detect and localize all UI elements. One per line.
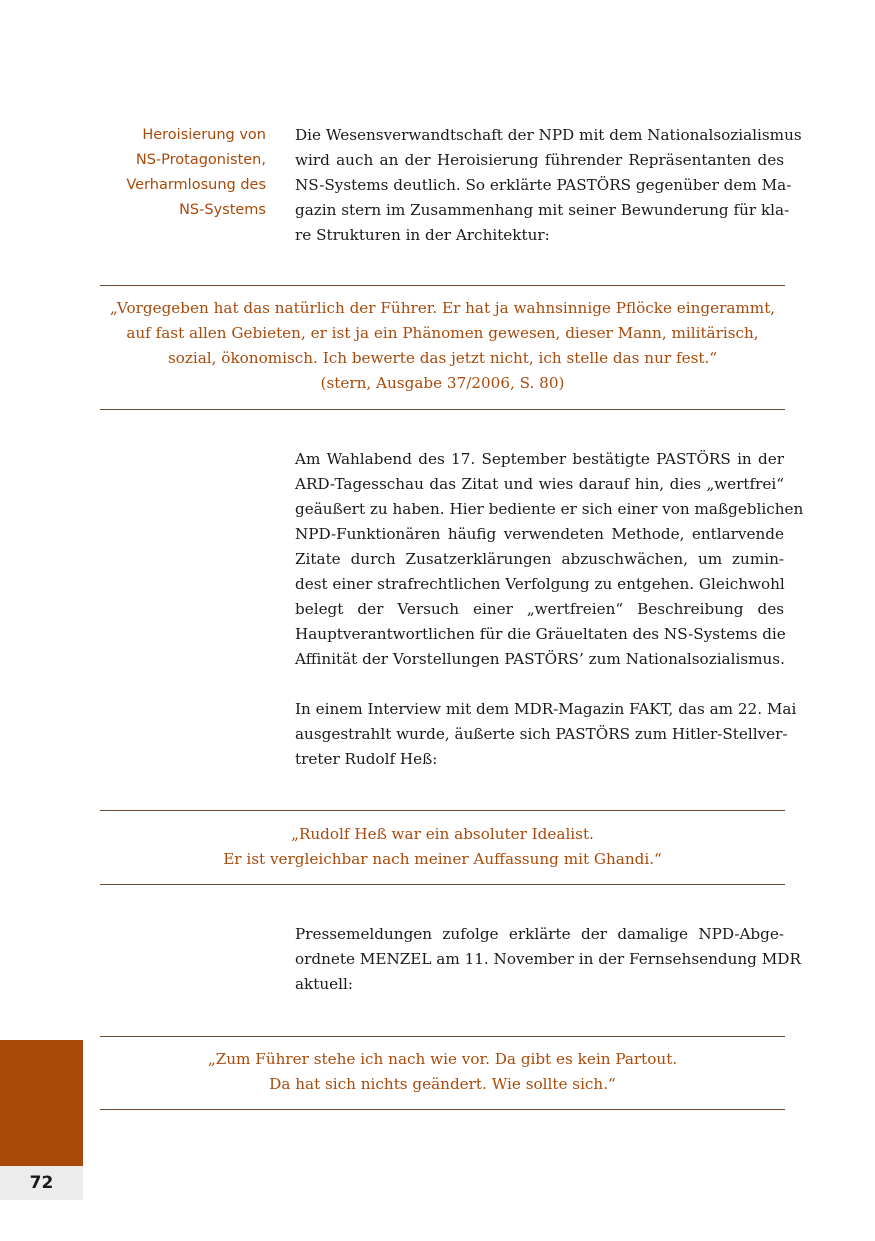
- text-line: Affinität der Vorstellungen PASTÖRS’ zum Nationalsozialismus.: [295, 650, 785, 668]
- text-line: ARD-Tagesschau das Zitat und wies darauf hin, dies „wertfrei“: [295, 475, 784, 493]
- text-line: Am Wahlabend des 17. September bestätigte PASTÖRS in der: [295, 450, 784, 468]
- text-line: NPD-Funktionären häufig verwendeten Methode, entlarvende: [295, 525, 784, 543]
- margin-note-line: NS-Systems: [179, 202, 266, 218]
- quote-block-1: [100, 285, 785, 410]
- quote-line: Da hat sich nichts geändert. Wie sollte sich.“: [269, 1075, 616, 1093]
- quote-block-2: [100, 810, 785, 885]
- margin-note-line: Verharmlosung des: [126, 177, 266, 193]
- quote-line: „Vorgegeben hat das natürlich der Führer. Er hat ja wahnsinnige Pflöcke eingerammt,: [109, 299, 776, 317]
- margin-note: [100, 123, 266, 223]
- margin-note-line: NS-Protagonisten,: [135, 152, 266, 168]
- text-line: ordnete MENZEL am 11. November in der Fernsehsendung MDR: [295, 950, 801, 968]
- text-line: treter Rudolf Heß:: [295, 750, 438, 768]
- quote-line: „Zum Führer stehe ich nach wie vor. Da gibt es kein Partout.: [207, 1050, 678, 1068]
- text-line: Hauptverantwortlichen für die Gräueltaten des NS-Systems die: [295, 625, 786, 643]
- quote-line: Er ist vergleichbar nach meiner Auffassung mit Ghandi.“: [223, 850, 662, 868]
- text-line: gazin stern im Zusammenhang mit seiner Bewunderung für kla-: [295, 201, 790, 219]
- body-paragraph-3: [295, 697, 797, 772]
- body-paragraph-2: [295, 447, 804, 672]
- text-line: ausgestrahlt wurde, äußerte sich PASTÖRS zum Hitler-Stellver-: [295, 725, 788, 743]
- text-line: wird auch an der Heroisierung führender Repräsentanten des: [295, 151, 784, 169]
- text-line: geäußert zu haben. Hier bediente er sich einer von maßgeblichen: [295, 500, 804, 518]
- quote-line: auf fast allen Gebieten, er ist ja ein Phänomen gewesen, dieser Mann, militärisch,: [126, 324, 759, 342]
- text-line: In einem Interview mit dem MDR-Magazin FAKT, das am 22. Mai: [295, 700, 797, 718]
- quote-line: „Rudolf Heß war ein absoluter Idealist.: [291, 825, 594, 843]
- quote-line: sozial, ökonomisch. Ich bewerte das jetzt nicht, ich stelle das nur fest.“: [167, 349, 718, 367]
- quote-source: (stern, Ausgabe 37/2006, S. 80): [320, 374, 565, 392]
- text-line: Pressemeldungen zufolge erklärte der damalige NPD-Abge-: [295, 925, 784, 943]
- text-line: aktuell:: [295, 975, 353, 993]
- margin-note-line: Heroisierung von: [142, 127, 266, 143]
- body-paragraph-4: [295, 922, 801, 997]
- quote-block-3: [100, 1036, 785, 1110]
- text-line: NS-Systems deutlich. So erklärte PASTÖRS gegenüber dem Ma-: [295, 176, 792, 194]
- page-number: 72: [0, 1166, 83, 1200]
- text-line: dest einer strafrechtlichen Verfolgung zu entgehen. Gleichwohl: [295, 575, 785, 593]
- text-line: re Strukturen in der Architektur:: [295, 226, 550, 244]
- text-line: Zitate durch Zusatzerklärungen abzuschwächen, um zumin-: [295, 550, 784, 568]
- chapter-color-tab: [0, 1040, 83, 1166]
- text-line: Die Wesensverwandtschaft der NPD mit dem Nationalsozialismus: [295, 126, 802, 144]
- text-line: belegt der Versuch einer „wertfreien“ Beschreibung des: [295, 600, 784, 618]
- body-paragraph-1: [295, 123, 802, 248]
